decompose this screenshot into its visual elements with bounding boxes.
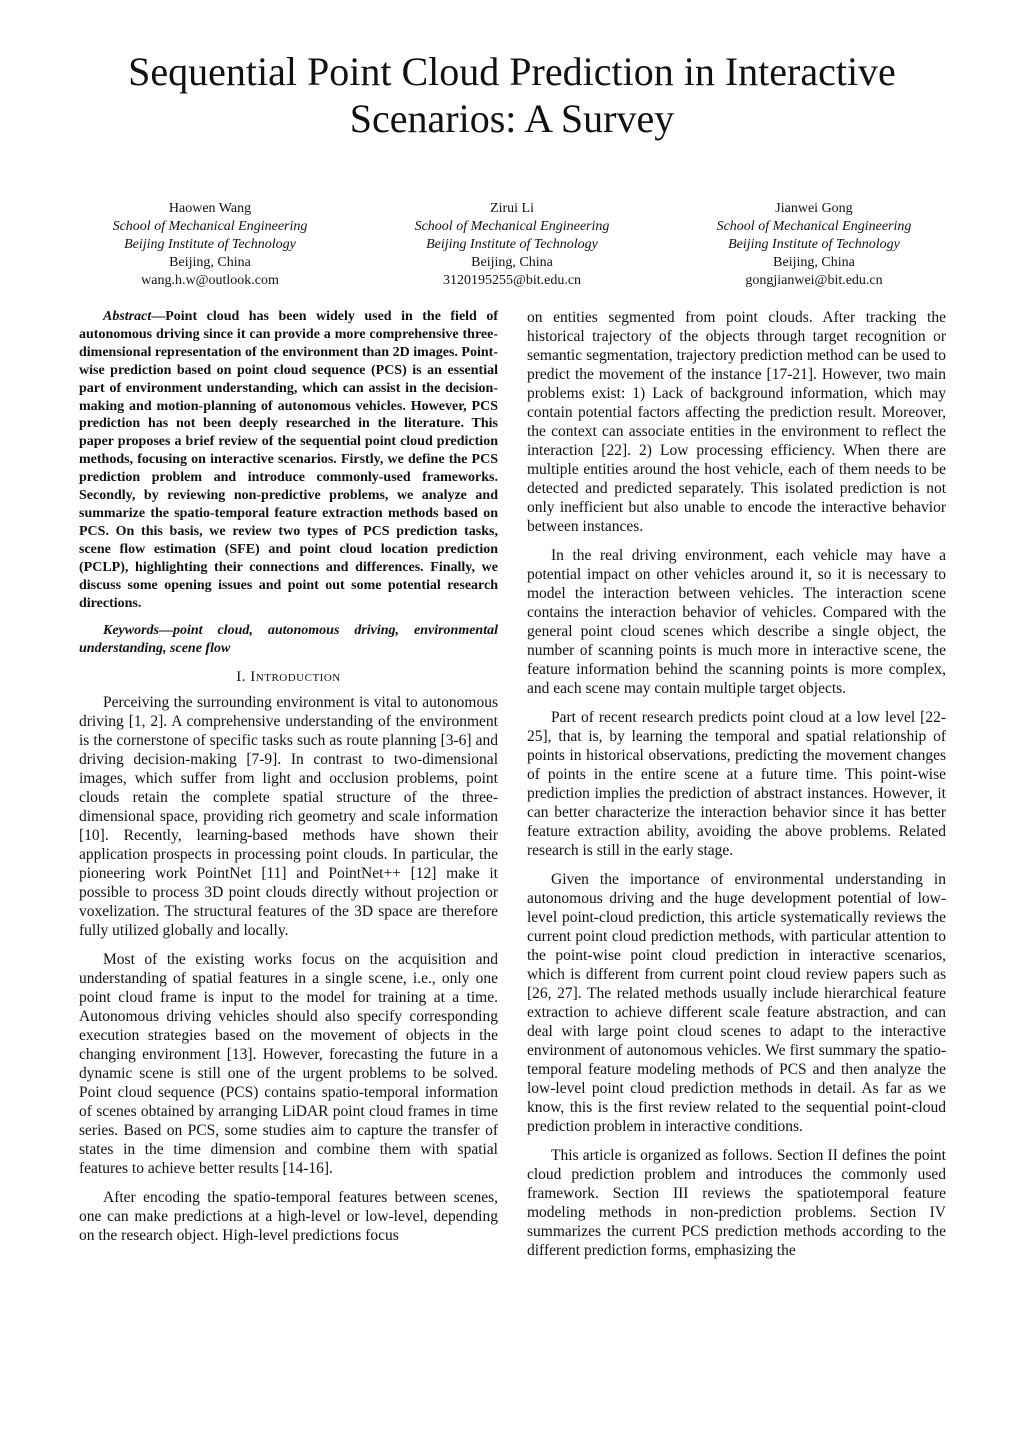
body-paragraph: Given the importance of environmental understanding in autonomous driving and the huge development potential of low-level point-cloud prediction, this article systematically reviews the current point cloud prediction methods, with particular attention to the point-wise point cloud prediction in interactive scenarios, which is different from current point cloud review papers such as [26, 27]. The related methods usually include hierarchical feature extraction to achieve different scale feature abstraction, and can deal with large point cloud scenes to adapt to the interactive environment of autonomous vehicles. We first summary the spatio-temporal feature modeling methods of PCS and then analyze the low-level point cloud prediction methods in detail. As far as we know, this is the first review related to the sequential point-cloud prediction problem in interactive conditions. xyxy=(527,871,946,1135)
author-3 xyxy=(664,200,964,290)
section-title: Introduction xyxy=(250,669,341,686)
author-institution: Beijing Institute of Technology xyxy=(728,237,900,252)
body-paragraph: This article is organized as follows. Section II defines the point cloud prediction problem and introduces the commonly used framework. Section III reviews the spatiotemporal feature modeling methods in non-prediction problems. Section IV summarizes the current PCS prediction methods according to the different prediction forms, emphasizing the xyxy=(527,1147,946,1259)
author-block xyxy=(60,200,964,290)
keywords: Keywords—point cloud, autonomous driving, environmental understanding, scene flow xyxy=(79,623,498,657)
right-column xyxy=(527,308,946,1270)
body-paragraph: Part of recent research predicts point cloud at a low level [22-25], that is, by learning the temporal and spatial relationship of points in historical observations, predicting the movement changes of points in the entire scene at a future time. This point-wise prediction implies the prediction of abstract instances. However, it can better characterize the interaction behavior since it has better feature extraction ability, avoiding the above problems. Related research is still in the early stage. xyxy=(527,709,946,859)
section-heading-introduction xyxy=(79,668,498,687)
abstract-text: —Point cloud has been widely used in the field of autonomous driving since it can provide a more comprehensive three-dimensional representation of the environment than 2D images. Point-wise prediction based on point cloud sequence (PCS) is an essential part of environment understanding, which can assist in the decision-making and motion-planning of autonomous vehicles. However, PCS prediction has not been deeply researched in the literature. This paper proposes a brief review of the sequential point cloud prediction methods, focusing on interactive scenarios. Firstly, we define the PCS prediction problem and introduce commonly-used frameworks. Secondly, by reviewing non-predictive problems, we analyze and summarize the spatio-temporal feature extraction methods based on PCS. On this basis, we review two types of PCS prediction tasks, scene flow estimation (SFE) and point cloud location prediction (PCLP), highlighting their connections and differences. Finally, we discuss some opening issues and point out some potential research directions. xyxy=(79,309,498,611)
author-name: Haowen Wang xyxy=(168,201,252,216)
author-location: Beijing, China xyxy=(169,255,251,270)
author-department: School of Mechanical Engineering xyxy=(414,219,610,234)
section-number: I. xyxy=(236,669,247,686)
abstract-lead: Abstract xyxy=(103,309,152,324)
abstract xyxy=(79,308,498,612)
author-email: 3120195255@bit.edu.cn xyxy=(442,273,582,288)
author-email: gongjianwei@bit.edu.cn xyxy=(745,273,883,288)
author-1 xyxy=(60,200,360,290)
author-name: Jianwei Gong xyxy=(775,201,853,216)
author-institution: Beijing Institute of Technology xyxy=(426,237,598,252)
author-2 xyxy=(362,200,662,290)
author-name: Zirui Li xyxy=(490,201,534,216)
author-department: School of Mechanical Engineering xyxy=(112,219,308,234)
paper-title: Sequential Point Cloud Prediction in Interactive Scenarios: A Survey xyxy=(128,49,896,141)
author-institution: Beijing Institute of Technology xyxy=(124,237,296,252)
body-paragraph: Most of the existing works focus on the acquisition and understanding of spatial features in a single scene, i.e., only one point cloud frame is input to the model for training at a time. Autonomous driving vehicles should also specify corresponding execution strategies based on the movement of objects in the changing environment [13]. However, forecasting the future in a dynamic scene is still one of the urgent problems to be solved. Point cloud sequence (PCS) contains spatio-temporal information of scenes obtained by arranging LiDAR point cloud frames in time series. Based on PCS, some studies aim to capture the transfer of states in the time dimension and combine them with spatial features to achieve better results [14-16]. xyxy=(79,951,498,1178)
body-paragraph: In the real driving environment, each vehicle may have a potential impact on other vehicles around it, so it is necessary to model the interaction between vehicles. The interaction scene contains the interaction behavior of vehicles. Compared with the general point cloud scenes which describe a single object, the number of scanning points is much more in interactive scene, the feature information behind the scanning points is more complex, and each scene may contain multiple target objects. xyxy=(527,547,946,697)
author-department: School of Mechanical Engineering xyxy=(716,219,912,234)
left-column xyxy=(79,308,498,1255)
body-paragraph: After encoding the spatio-temporal features between scenes, one can make predictions at a high-level or low-level, depending on the research object. High-level predictions focus xyxy=(79,1189,498,1245)
author-email: wang.h.w@outlook.com xyxy=(141,273,279,288)
author-location: Beijing, China xyxy=(471,255,553,270)
body-paragraph: Perceiving the surrounding environment is vital to autonomous driving [1, 2]. A comprehensive understanding of the environment is the cornerstone of specific tasks such as route planning [3-6] and driving decision-making [7-9]. In contrast to two-dimensional images, which suffer from light and occlusion problems, point clouds retain the complete spatial structure of the three-dimensional space, providing rich geometry and scale information [10]. Recently, learning-based methods have shown their application prospects in processing point clouds. In particular, the pioneering work PointNet [11] and PointNet++ [12] make it possible to process 3D point clouds directly without projection or voxelization. The structural features of the 3D space are therefore fully utilized globally and locally. xyxy=(79,694,498,940)
body-paragraph: on entities segmented from point clouds. After tracking the historical trajectory of the objects through target recognition or semantic segmentation, trajectory prediction method can be used to predict the movement of the instance [17-21]. However, two main problems exist: 1) Lack of background information, which may contain potential factors affecting the prediction result. Moreover, the context can associate entities in the environment to reflect the interaction [22]. 2) Low processing efficiency. When there are multiple entities around the host vehicle, each of them needs to be detected and predicted separately. This isolated prediction is not only inefficient but also unable to encode the interactive behavior between instances. xyxy=(527,309,946,535)
author-location: Beijing, China xyxy=(773,255,855,270)
